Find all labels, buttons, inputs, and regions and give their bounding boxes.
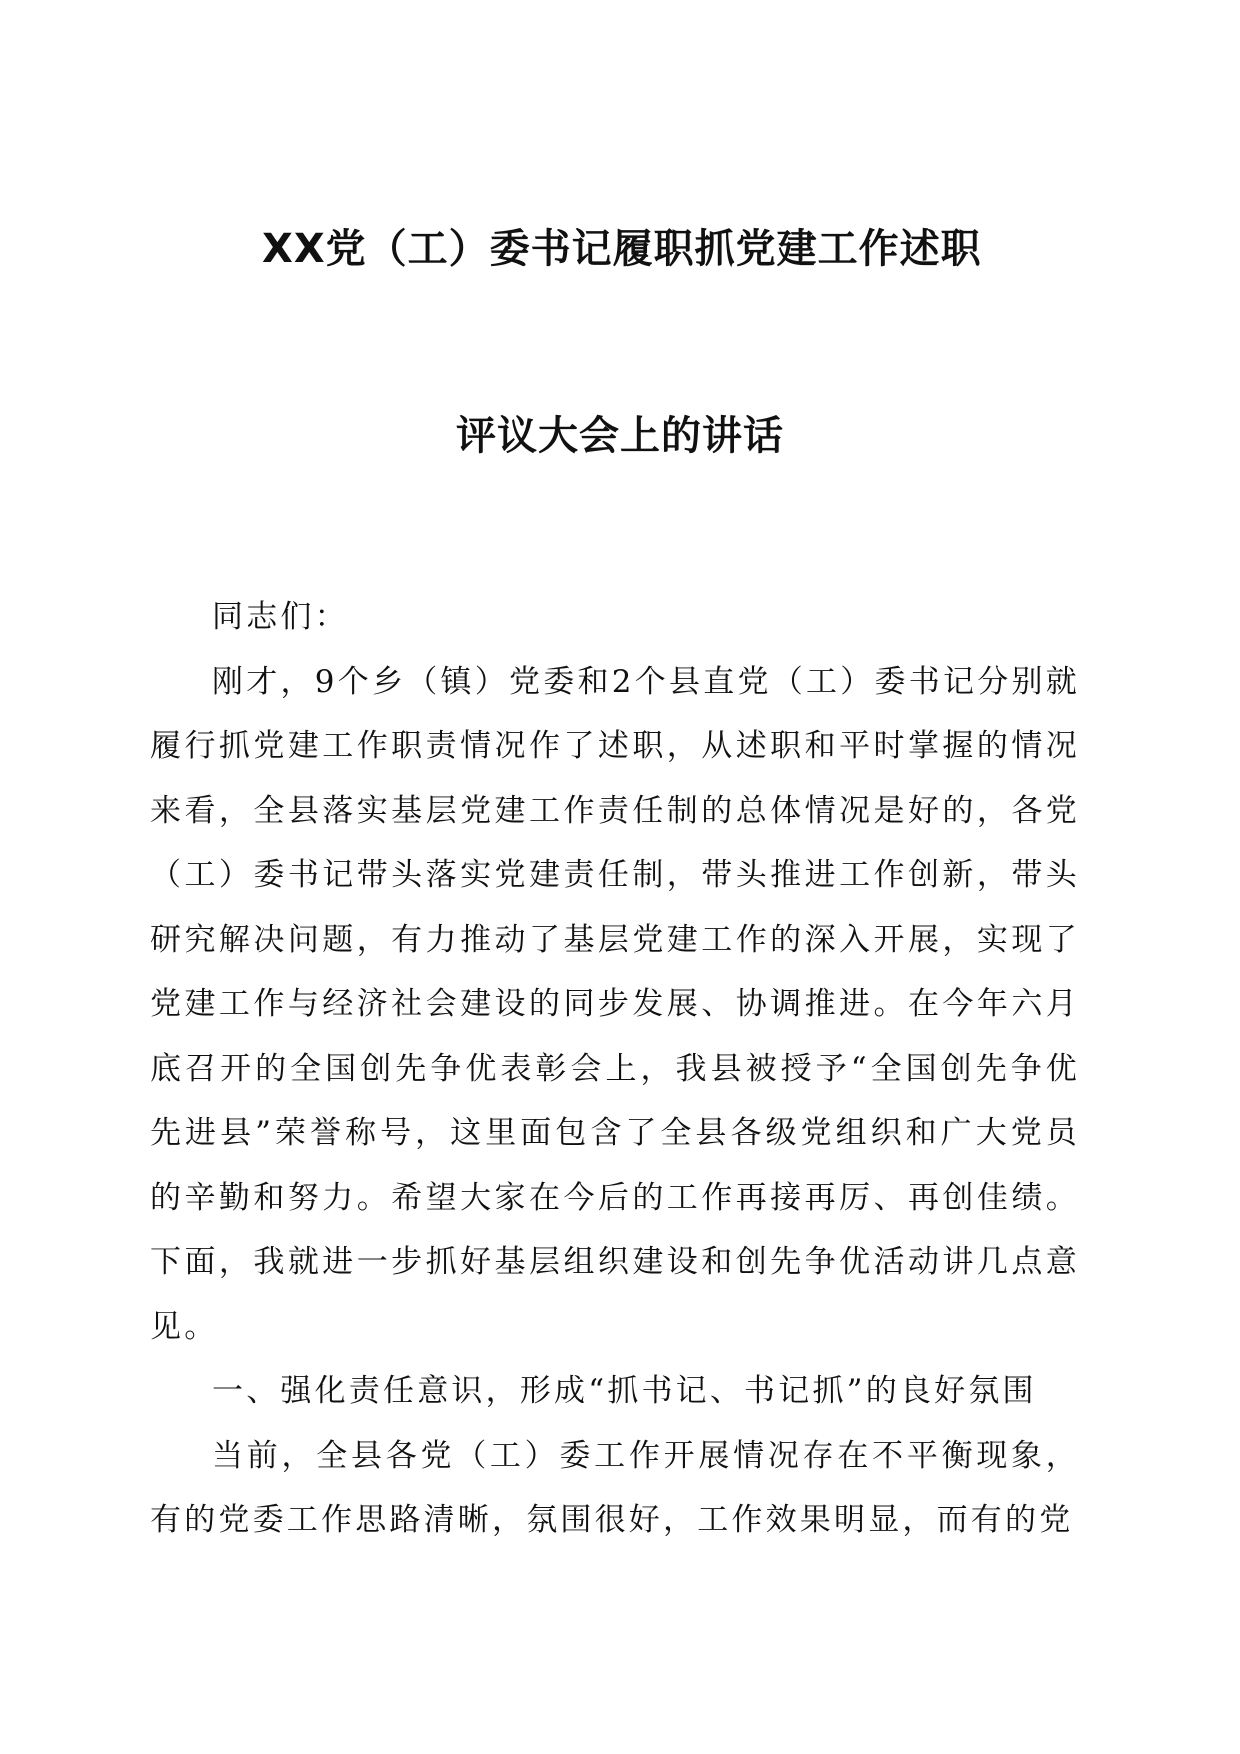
paragraph-greeting: 同志们： [212,599,349,635]
paragraph-intro: 刚才，9个乡（镇）党委和2个县直党（工）委书记分别就履行抓党建工作职责情况作了述职，从述职和平时掌握的情况来看，全县落实基层党建工作责任制的总体情况是好的，各党（工）委书记带头落实党建责任制，带头推进工作创新，带头研究解决问题，有力推动了基层党建工作的深入开展，实现了党建工作与经济社会建设的同步发展、协调推进。在今年六月底召开的全国创先争优表彰会上，我县被授予“全国创先争优先进县”荣誉称号，这里面包含了全县各级党组织和广大党员的辛勤和努力。希望大家在今后的工作再接再厉、再创佳绩。下面，我就进一步抓好基层组织建设和创先争优活动讲几点意见。 [150,663,1080,1345]
title-line-2: 评议大会上的讲话 [456,413,784,459]
title-line-1: XX党（工）委书记履职抓党建工作述职 [262,226,982,272]
body-text [150,585,1080,1553]
section-heading-1: 一、强化责任意识，形成“抓书记、书记抓”的良好氛围 [212,1373,1037,1409]
paragraph-section-1: 当前，全县各党（工）委工作开展情况存在不平衡现象，有的党委工作思路清晰，氛围很好，工作效果明显，而有的党 [150,1437,1080,1538]
